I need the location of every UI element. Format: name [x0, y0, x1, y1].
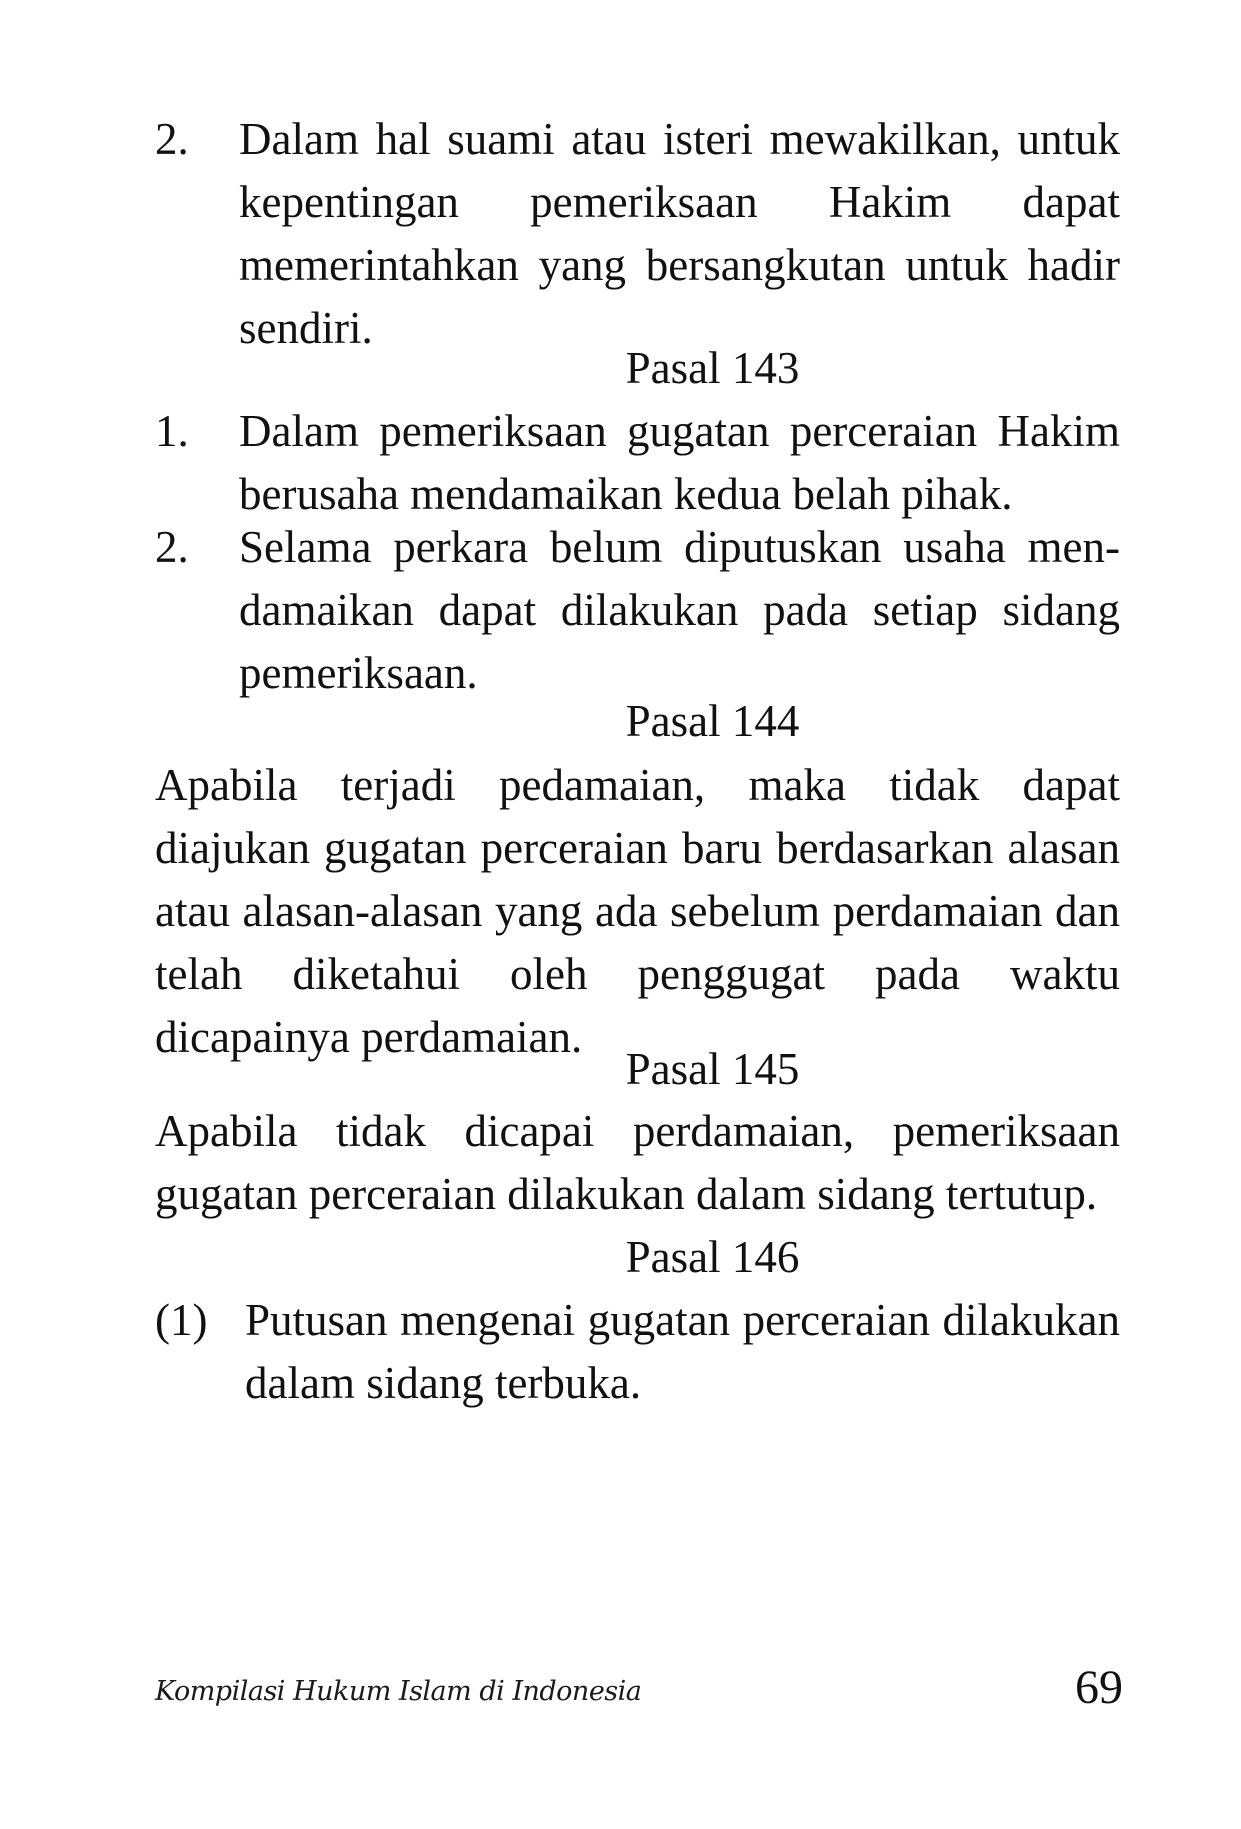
- page-number: 69: [1075, 1661, 1123, 1714]
- running-footer-title: Kompilasi Hukum Islam di Indonesia: [155, 1676, 642, 1707]
- item-text: Selama perkara belum diputuskan usaha mendamaikan dapat dilakukan pada setiap sidang pemeriksaan.: [239, 522, 1120, 698]
- item-number: 2.: [155, 522, 189, 572]
- pasal-145-text: Apabila tidak dicapai perdamaian, pemeriksaan gugatan perceraian dilakukan dalam sidang tertutup.: [155, 1106, 1120, 1219]
- list-item: [155, 516, 1120, 705]
- list-item: [155, 108, 1120, 360]
- pasal-146-heading: Pasal 146: [625, 1232, 800, 1282]
- item-text: Dalam pemeriksaan gugatan perceraian Hakim berusaha mendamaikan kedua belah pihak.: [239, 406, 1120, 519]
- list-item: [155, 400, 1120, 526]
- pasal-145-heading: Pasal 145: [625, 1044, 800, 1094]
- item-number: (1): [155, 1295, 208, 1345]
- item-text: Dalam hal suami atau isteri mewakilkan, untuk kepentingan pemeriksaan Hakim dapat memerintahkan yang bersangkutan untuk hadir sendiri.: [239, 114, 1120, 353]
- pasal-144-heading: Pasal 144: [625, 696, 800, 746]
- pasal-144-text: Apabila terjadi pedamaian, maka tidak dapat diajukan gugatan perceraian baru berdasarkan alasan atau alasan-alasan yang ada sebelum perdamaian dan telah diketahui oleh penggugat pada waktu dicapainya perdamaian.: [155, 760, 1120, 1062]
- item-number: 1.: [155, 406, 189, 456]
- pasal-143-heading: Pasal 143: [625, 343, 800, 393]
- item-text: Putusan mengenai gugatan perceraian dilakukan dalam sidang terbuka.: [245, 1295, 1120, 1408]
- list-item: [155, 1289, 1120, 1415]
- item-number: 2.: [155, 114, 189, 164]
